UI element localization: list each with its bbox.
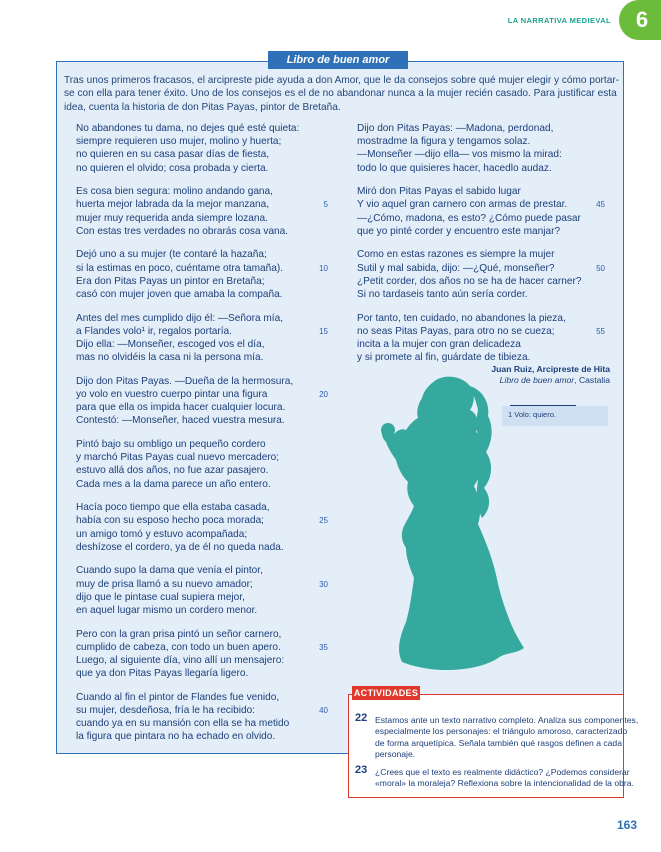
poem-line: para que ella os impida hacer cualquier locura.: [76, 402, 286, 414]
poem-line: huerta mejor labrada da la mejor manzana,: [76, 199, 270, 211]
activity-number: 23: [355, 764, 368, 776]
poem-line: su mujer, desdeñosa, fría le ha recibido:: [76, 705, 255, 717]
activity-number: 22: [355, 712, 368, 724]
poem-line: no quieren el olvido; cosa probada y cierta.: [76, 162, 269, 174]
poem-line: Dijo don Pitas Payas: —Madona, perdonad,: [357, 123, 554, 134]
poem-line: Con estas tres verdades no obrarás cosa vana.: [76, 225, 289, 237]
poem-line: un amigo tomó y estuvo acompañada;: [76, 528, 248, 540]
silhouette-figure: [382, 377, 524, 670]
poem-stanza: [76, 691, 326, 744]
section-label: LA NARRATIVA MEDIEVAL: [507, 16, 611, 25]
poem-line: que ya don Pitas Payas llegaría ligero.: [76, 668, 249, 680]
line-number: 45: [596, 200, 605, 210]
activity-line: ¿Crees que el texto es realmente didáctico? ¿Podemos considerar: [375, 767, 630, 777]
line-number: 50: [596, 263, 605, 273]
activity-text: [375, 767, 634, 790]
poem-line: Cuando supo la dama que venía el pintor,: [76, 565, 263, 577]
poem-line: estuvo allá dos años, no fue azar pasajero.: [76, 465, 269, 477]
poem-line: la figura que pintara no ha echado en olvido.: [76, 731, 276, 743]
woman-silhouette-illustration: [366, 372, 536, 674]
poem-line: había con su esposo hecho poca morada;: [76, 515, 264, 527]
text-box-title: Libro de buen amor: [268, 51, 408, 69]
poem-stanza: [76, 501, 326, 554]
poem-line: deshízose el cordero, ya de él no queda nada.: [76, 541, 284, 553]
poem-stanza: [76, 248, 326, 301]
poem-line: yo volo en vuestro cuerpo pintar una figura: [76, 389, 268, 401]
poem-line: y si promete al fin, guárdate de tibieza.: [357, 352, 531, 364]
page-number: 163: [616, 818, 637, 832]
poem-line: todo lo que quisieres hacer, hacedlo audaz.: [357, 162, 552, 174]
silhouette-flower: [381, 423, 395, 437]
intro-line: Tras unos primeros fracasos, el arcipreste pide ayuda a don Amor, que le da consejos sobre qué mujer elegir y cómo portar-: [64, 75, 620, 86]
poem-line: Cada mes a la dama parece un año entero.: [76, 478, 271, 490]
poem-line: ¿Petit corder, dos años no se ha de hacer carner?: [357, 275, 582, 287]
poem-line: Pintó bajo su ombligo un pequeño cordero: [76, 439, 266, 451]
line-number: 55: [596, 326, 605, 336]
poem-line: Dejó uno a su mujer (te contaré la hazaña;: [76, 249, 267, 261]
poem-line: no quieren en su casa pasar días de fiesta,: [76, 149, 270, 161]
attribution-publisher: , Castalia: [574, 375, 610, 385]
poem-left-column: [76, 122, 326, 754]
poem-line: mas no olvidéis la casa ni la persona mía.: [76, 352, 264, 364]
poem-line: mostradme la figura y tengamos solaz.: [357, 136, 531, 148]
activity-line: personaje.: [375, 749, 416, 760]
poem-line: —Monseñer —dijo ella— vos mismo la mirad:: [357, 149, 562, 161]
poem-stanza: [76, 628, 326, 681]
poem-line: que yo pinté corder y encuentro este manjar?: [357, 225, 561, 237]
poem-line: muy de prisa llamó a su nuevo amador;: [76, 578, 253, 590]
line-number: 5: [323, 200, 328, 210]
poem-line: Antes del mes cumplido dijo él: —Señora mía,: [76, 312, 284, 324]
poem-line: si la estimas en poco, cuéntame otra tamaña).: [76, 262, 284, 274]
footnote-text: 1 Volo: quiero.: [508, 410, 556, 419]
poem-line: dijo que le pintase cual supiera mejor,: [76, 591, 245, 603]
poem-line: No abandones tu dama, no dejes qué esté quieta:: [76, 123, 300, 134]
poem-stanza: [357, 312, 607, 365]
poem-stanza: [76, 122, 326, 175]
poem-line: casó con mujer joven que amaba la compaña.: [76, 289, 283, 301]
poem-line: mujer muy requerida anda siempre lozana.: [76, 212, 268, 224]
activities-label: ACTIVIDADES: [353, 688, 419, 698]
activity-line: especialmente los personajes: el triángulo amoroso, caracterizado: [375, 726, 628, 737]
poem-line: incita a la mujer con gran delicadeza: [357, 339, 521, 351]
poem-line: Hacía poco tiempo que ella estaba casada,: [76, 502, 270, 514]
poem-line: Y vio aquel gran carnero con armas de prestar.: [357, 199, 568, 211]
poem-line: siempre requieren uso mujer, molino y huerta;: [76, 136, 282, 148]
poem-line: Contestó: —Monseñer, haced vuestra mesura.: [76, 415, 285, 427]
poem-line: Miró don Pitas Payas el sabido lugar: [357, 186, 521, 198]
poem-line: en aquel lugar mismo un cordero menor.: [76, 605, 258, 617]
activity-text: [375, 715, 638, 761]
attribution-author: Juan Ruiz, Arcipreste de Hita: [491, 364, 610, 374]
poem-line: Dijo don Pitas Payas. —Dueña de la hermosura,: [76, 375, 294, 387]
poem-stanza: [76, 185, 326, 238]
line-number: 15: [319, 326, 328, 336]
activity-line: de forma arquetípica. Señala también qué rasgos definen a cada: [375, 737, 622, 748]
poem-line: Luego, al siguiente día, vino allí un mensajero:: [76, 655, 285, 667]
poem-line: cumplido de cabeza, con todo un buen apero.: [76, 641, 281, 653]
poem-line: Como en estas razones es siempre la mujer: [357, 249, 555, 261]
poem-line: Por tanto, ten cuidado, no abandones la pieza,: [357, 312, 566, 324]
poem-line: —¿Cómo, madona, es esto? ¿Cómo puede pasar: [357, 212, 581, 224]
poem-stanza: [357, 185, 607, 238]
attribution-work: Libro de buen amor: [499, 375, 575, 385]
line-number: 30: [319, 579, 328, 589]
unit-number-tab: 6: [619, 0, 661, 40]
activity-line: Estamos ante un texto narrativo completo. Analiza sus componentes,: [375, 715, 639, 725]
line-number: 35: [319, 642, 328, 652]
poem-line: no seas Pitas Payas, para otro no se cueza;: [357, 325, 555, 337]
line-number: 25: [319, 516, 328, 526]
line-number: 20: [319, 390, 328, 399]
poem-line: a Flandes volo¹ ir, regalos portaría.: [76, 325, 232, 337]
poem-right-column: [357, 122, 607, 375]
line-number: 10: [319, 263, 328, 273]
poem-line: Sutil y mal sabida, dijo: —¿Qué, monseñer?: [357, 262, 555, 274]
poem-line: Pero con la gran prisa pintó un señor carnero,: [76, 628, 282, 640]
poem-stanza: [357, 248, 607, 301]
poem-stanza: [357, 122, 607, 175]
poem-line: Era don Pitas Payas un pintor en Bretaña;: [76, 275, 265, 287]
poem-line: cuando ya en su mansión con ella se ha metido: [76, 718, 290, 730]
intro-line: se con ella para tener éxito. Uno de los consejos es el de no abandonar nunca a la mujer recién casado. Para justificar esta: [64, 88, 617, 100]
activity-line: «moral» la moraleja? Reflexiona sobre la intencionalidad de la obra.: [375, 778, 634, 789]
poem-line: Si no tardaseis tanto aún sería corder.: [357, 289, 528, 301]
line-number: 40: [319, 706, 328, 716]
poem-stanza: [76, 312, 326, 365]
poem-stanza: [76, 438, 326, 491]
poem-line: Cuando al fin el pintor de Flandes fue venido,: [76, 691, 280, 703]
intro-line: idea, cuenta la historia de don Pitas Payas, pintor de Bretaña.: [64, 101, 341, 113]
intro-paragraph: [64, 74, 620, 114]
poem-stanza: [76, 375, 326, 428]
poem-line: y marchó Pitas Payas cual nuevo mercadero;: [76, 452, 280, 464]
poem-stanza: [76, 564, 326, 617]
poem-line: Es cosa bien segura: molino andando gana,: [76, 186, 273, 198]
poem-line: Dijo ella: —Monseñer, escoged vos el día,: [76, 339, 265, 351]
